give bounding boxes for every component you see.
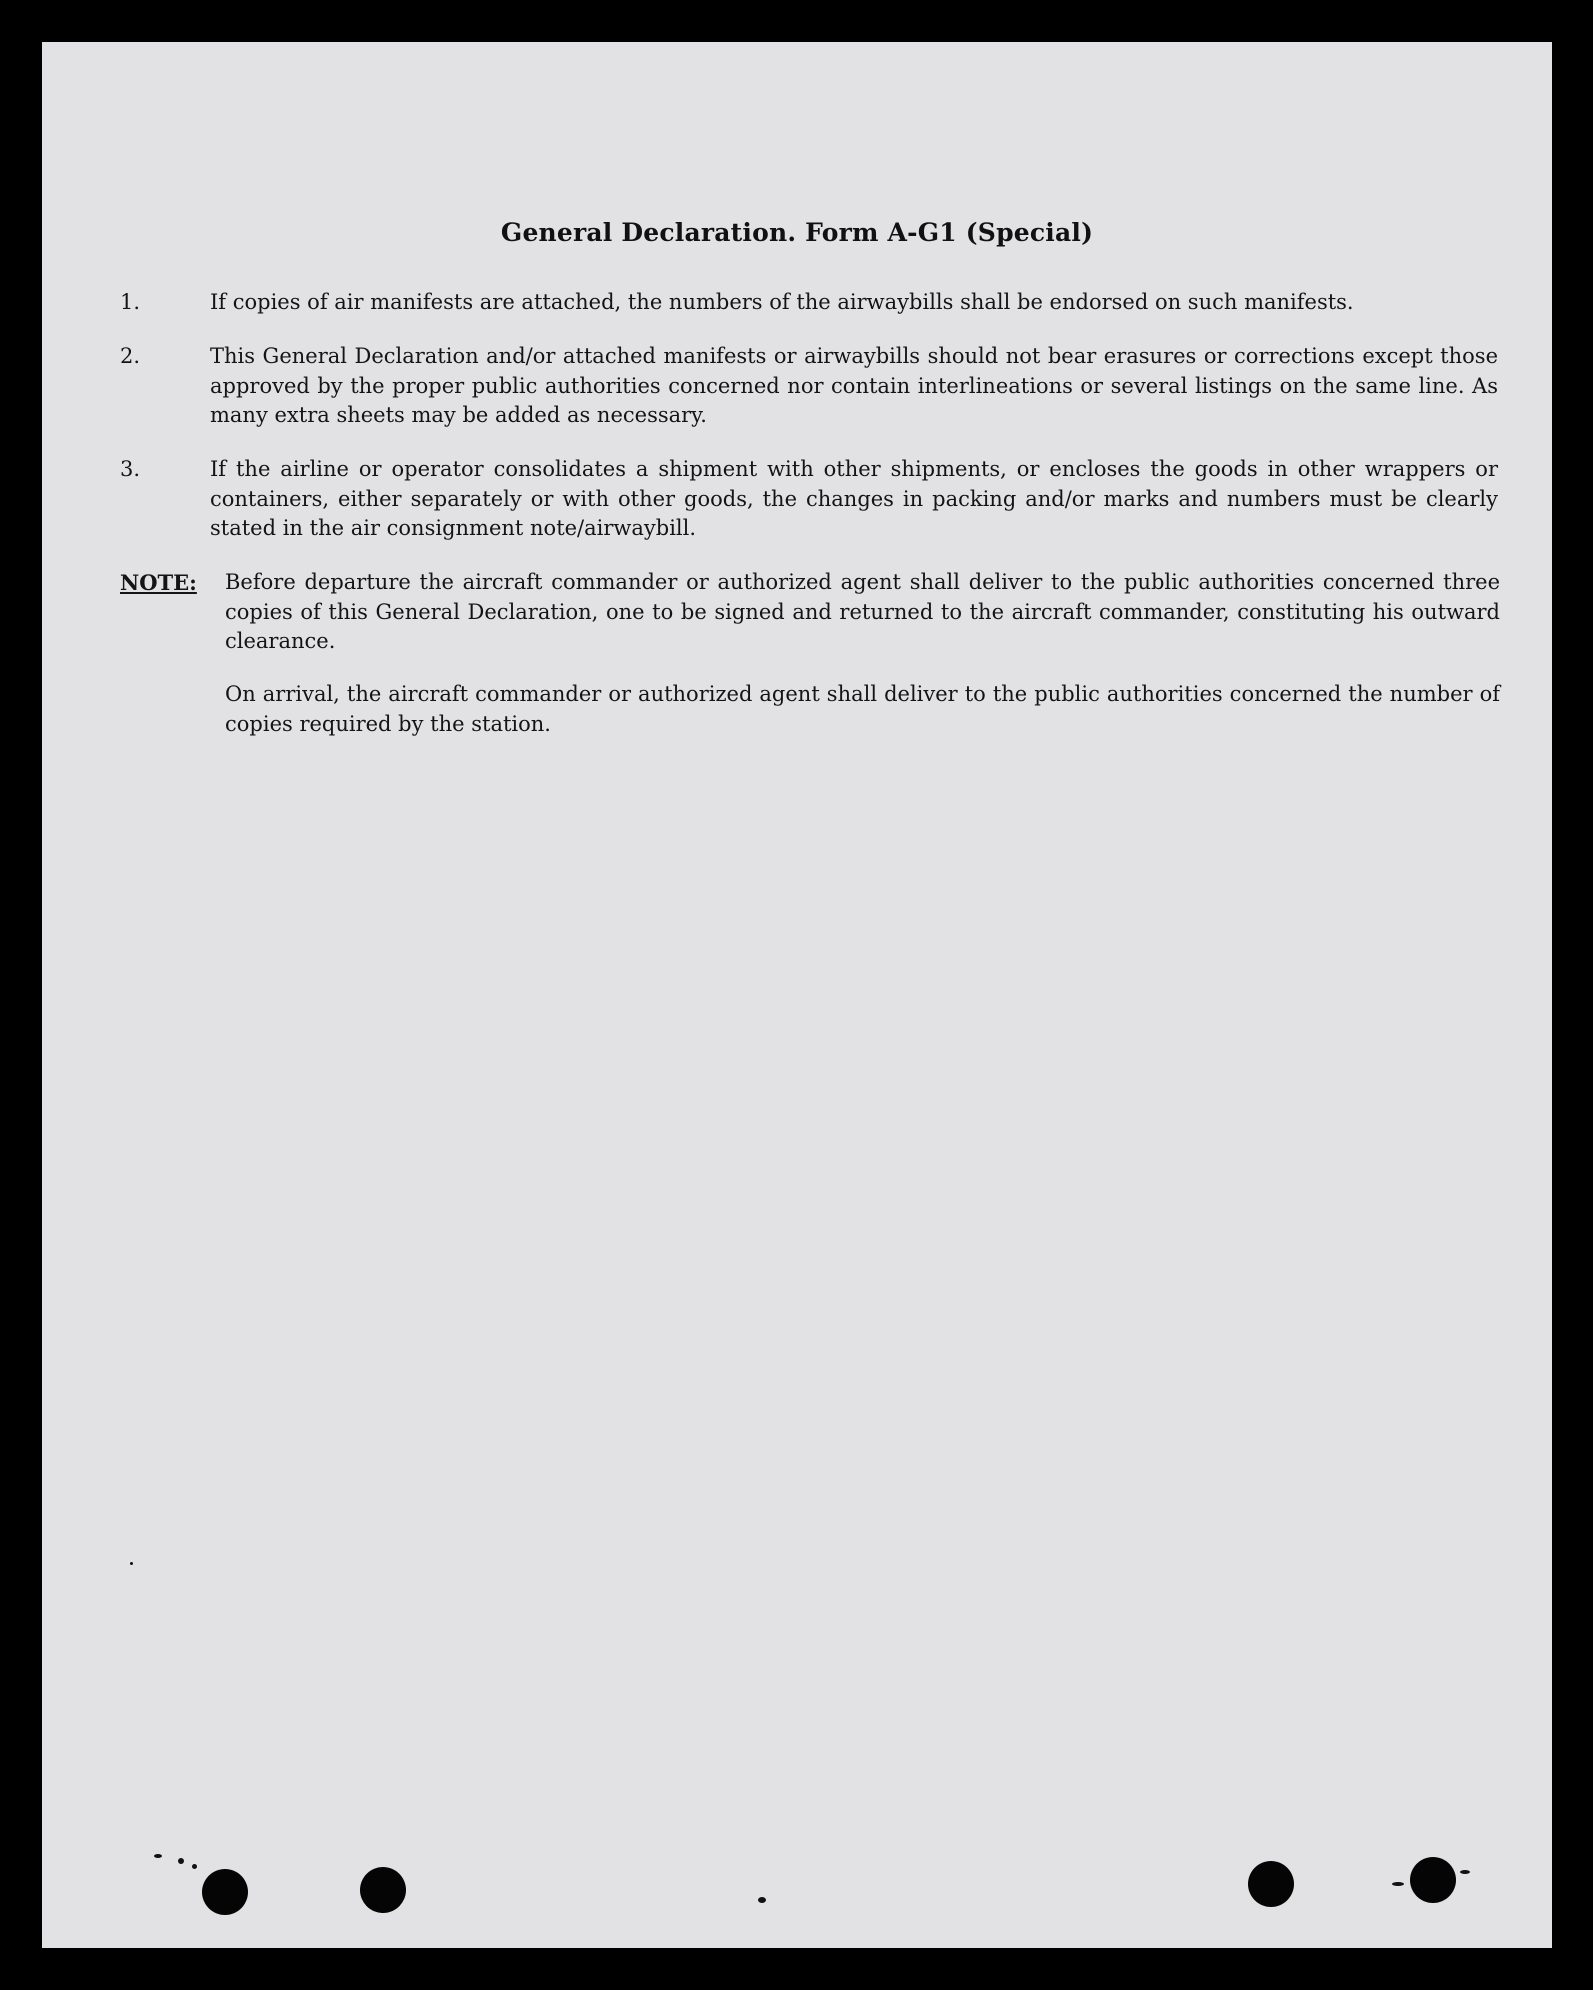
speck-mark bbox=[154, 1854, 162, 1858]
note-label: NOTE: bbox=[120, 570, 197, 595]
item-text: If copies of air manifests are attached, the numbers of the airwaybills shall be endorsed on such manifests. bbox=[210, 290, 1354, 314]
speck-mark bbox=[130, 1562, 133, 1565]
item-text: If the airline or operator consolidates a shipment with other shipments, or encloses the goods in other wrappers or containers, either separately or with other goods, the changes in packing and/or marks and numbers must be clearly stated in the air consignment note/airwaybill. bbox=[210, 457, 1498, 540]
item-number: 1. bbox=[120, 290, 141, 314]
note-paragraph-2: On arrival, the aircraft commander or authorized agent shall deliver to the public authorities concerned the number of copies required by the station. bbox=[225, 682, 1500, 736]
speck-mark bbox=[192, 1864, 197, 1869]
item-text: This General Declaration and/or attached manifests or airwaybills should not bear erasures or corrections except those approved by the proper public authorities concerned nor contain interlineations or several listings on the same line. As many extra sheets may be added as necessary. bbox=[210, 344, 1498, 427]
note-paragraph-1: Before departure the aircraft commander or authorized agent shall deliver to the public authorities concerned three copies of this General Declaration, one to be signed and returned to the aircraft commander, constituting his outward clearance. bbox=[225, 570, 1500, 653]
punch-hole-4 bbox=[1410, 1857, 1456, 1903]
item-number: 2. bbox=[120, 344, 141, 368]
document-title: General Declaration. Form A-G1 (Special) bbox=[500, 218, 1094, 247]
punch-hole-1 bbox=[202, 1869, 248, 1915]
speck-mark bbox=[758, 1897, 766, 1903]
speck-mark bbox=[178, 1858, 184, 1864]
punch-hole-2 bbox=[360, 1867, 406, 1913]
punch-hole-3 bbox=[1248, 1861, 1294, 1907]
speck-mark bbox=[1460, 1870, 1470, 1874]
speck-mark bbox=[1392, 1882, 1404, 1886]
item-number: 3. bbox=[120, 457, 141, 481]
document-page bbox=[42, 42, 1552, 1948]
